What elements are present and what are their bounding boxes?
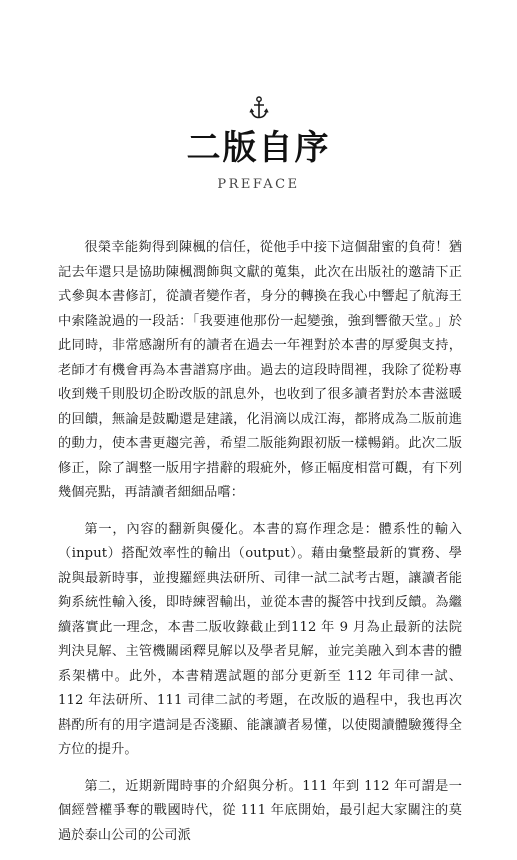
anchor-ornament (0, 96, 517, 122)
paragraph-1: 很榮幸能夠得到陳楓的信任，從他手中接下這個甜蜜的負荷！猶記去年還只是協助陳楓潤飾與文獻的蒐集，此次在出版社的邀請下正式參與本書修訂，從讀者變作者，身分的轉換在我心中響起了航海王中索隆說過的一段話：「我要連他那份一起變強，強到響徹天堂。」於此同時，非常感謝所有的讀者在過去一年裡對於本書的厚愛與支持，老師才有機會再為本書譜寫序曲。過去的這段時間裡，我除了從粉專收到幾千則股切企盼改版的訊息外，也收到了很多讀者對於本書滋暖的回饋，無論是鼓勵還是建議，化涓滴以成江海，都將成為二版前進的動力，使本書更趨完善，希望二版能夠跟初版一樣暢銷。此次二版修正，除了調整一版用字措辭的瑕疵外，修正幅度相當可觀，有下列幾個亮點，再請讀者細細品嚐： (58, 240, 462, 500)
page-title: 二版自序 (186, 128, 331, 168)
preface-body (58, 236, 462, 860)
paragraph-2: 第一，內容的翻新與優化。本書的寫作理念是：體系性的輸入（input）搭配效率性的輸出（output）。藉由彙整最新的實務、學說與最新時事，並搜羅經典法研所、司律一試二試考古題，讓讀者能夠系統性輸入後，即時練習輸出，並從本書的擬答中找到反饋。為繼續落實此一理念，本書二版收錄截止到112 年 9 月為止最新的法院判決見解、主管機關函釋見解以及學者見解，並完美融入到本書的體系架構中。此外，本書精選試題的部分更新至 112 年司律一試、112 年法研所、111 司律二試的考題，在改版的過程中，我也再次斟酌所有的用字遣詞是否淺顯、能讓讀者易懂，以使閱讀體驗獲得全方位的提升。 (58, 521, 462, 757)
page-subtitle: PREFACE (217, 177, 300, 192)
anchor-icon (249, 96, 269, 120)
paragraph-3: 第二，近期新聞時事的介紹與分析。111 年到 112 年可謂是一個經營權爭奪的戰國時代，從 111 年底開始，最引起大家關注的莫過於泰山公司的公司派 (58, 778, 462, 843)
